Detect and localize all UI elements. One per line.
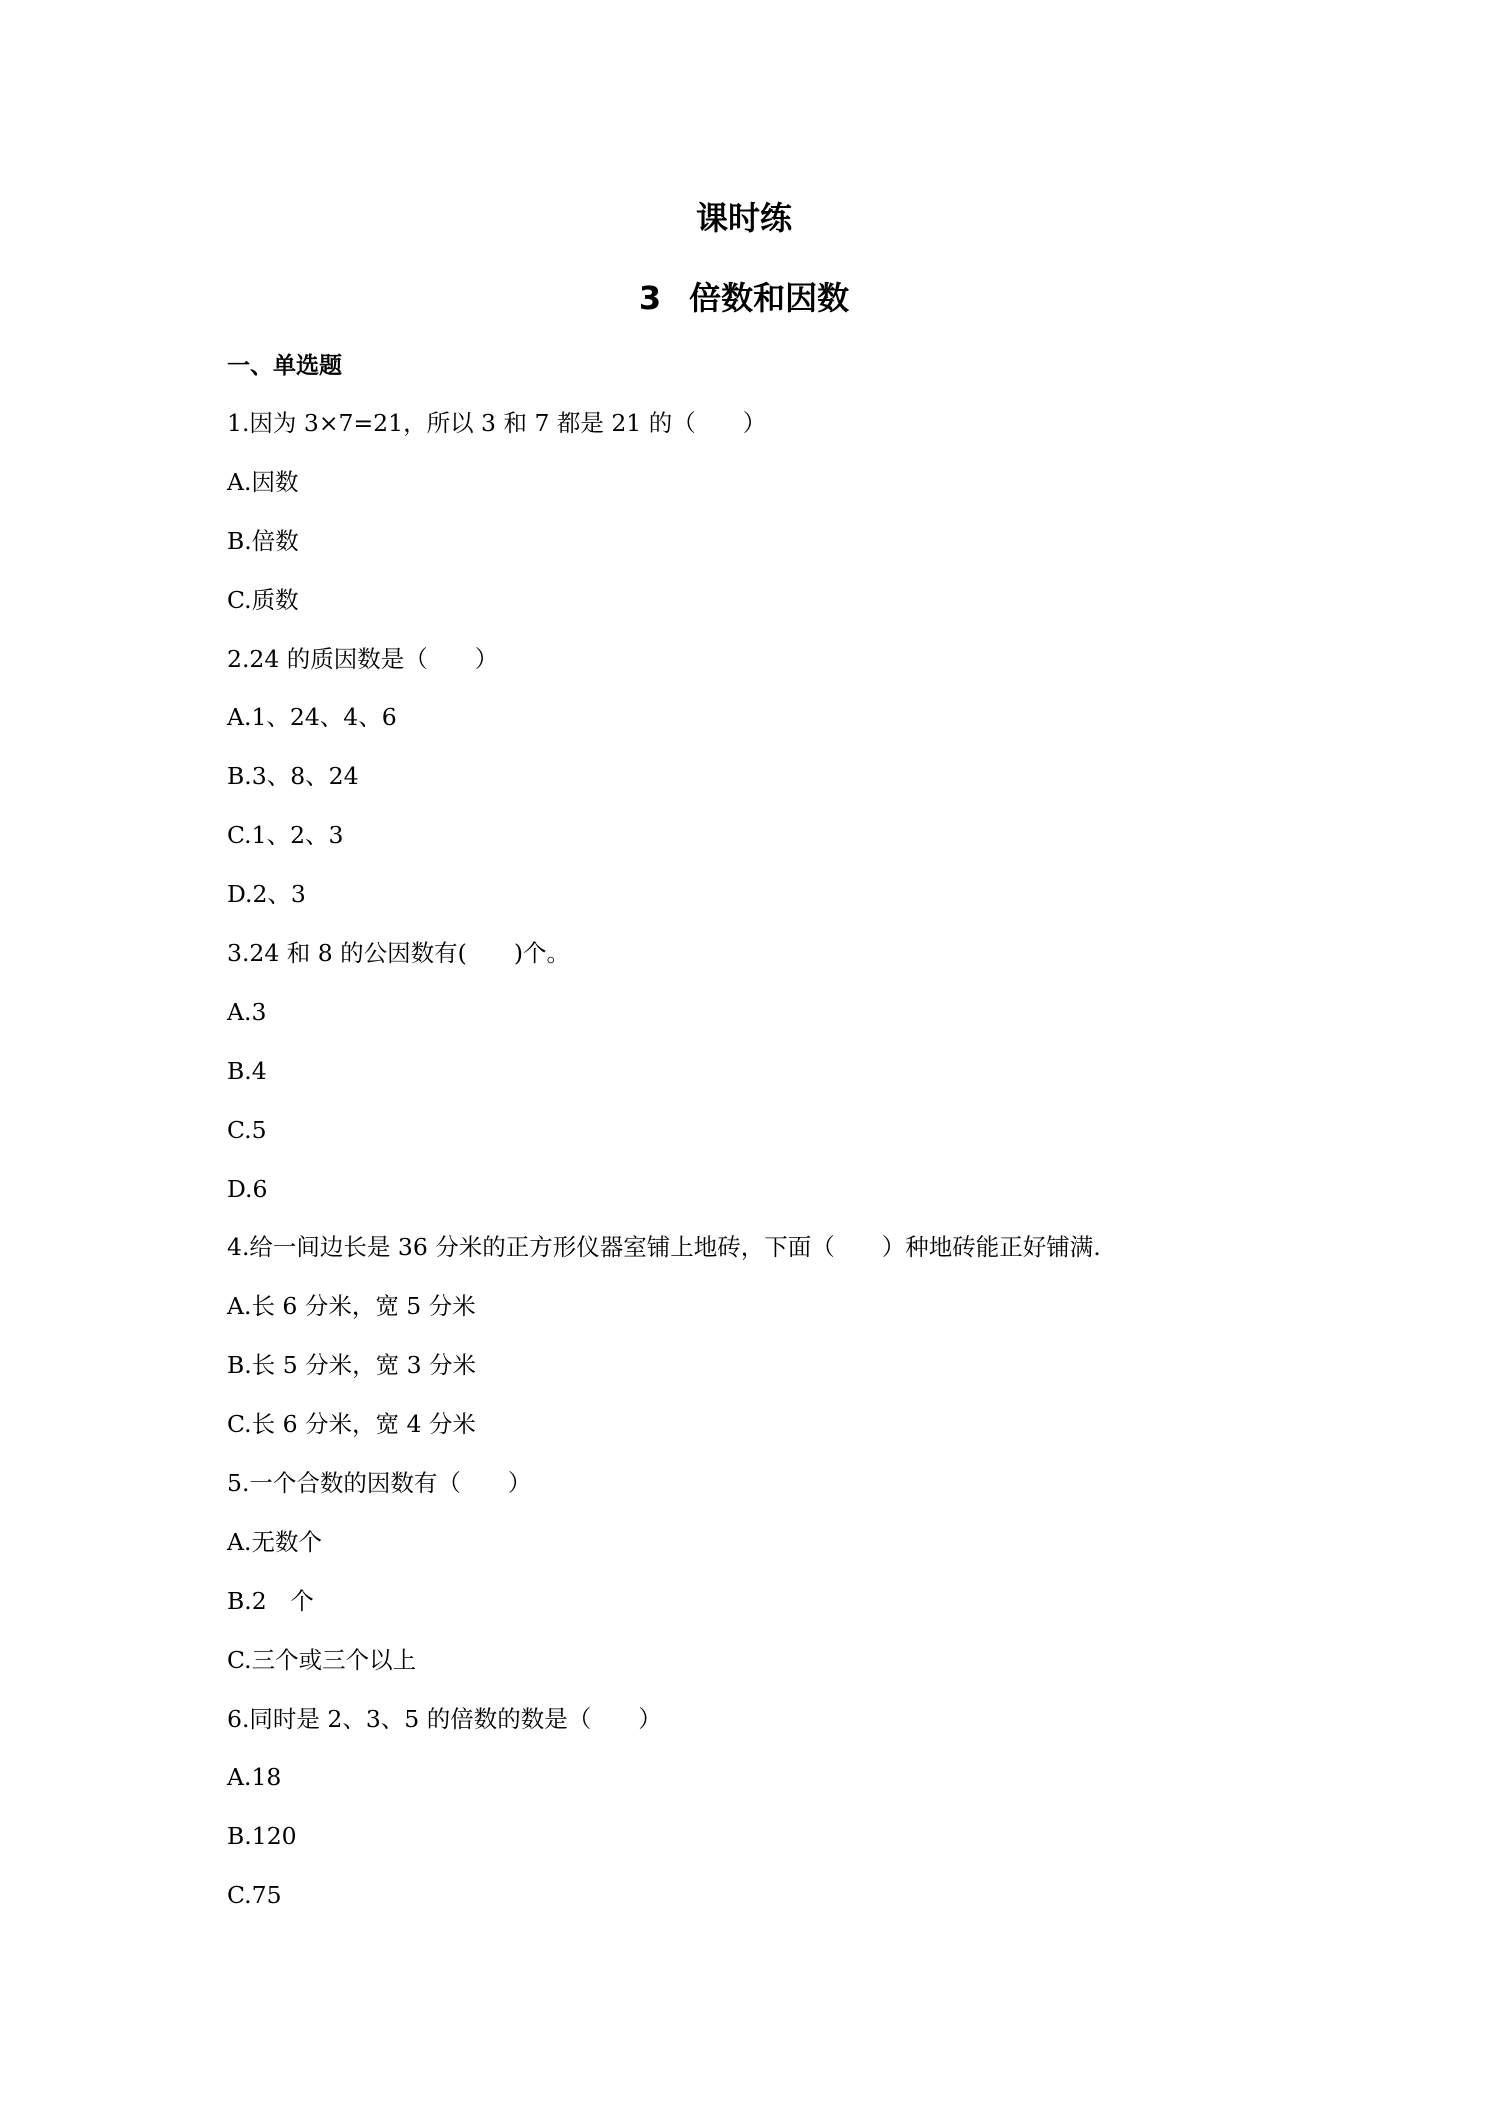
option-line: B.倍数 (227, 526, 299, 555)
option-line: A.1、24、4、6 (227, 703, 397, 732)
lesson-number: 3 (638, 279, 662, 317)
option-line: B.4 (227, 1056, 267, 1085)
option-line: B.3、8、24 (227, 762, 359, 791)
option-line: B.120 (227, 1822, 297, 1851)
option-line: A.18 (227, 1763, 282, 1792)
option-line: A.因数 (227, 467, 299, 496)
option-line: C.长 6 分米，宽 4 分米 (227, 1410, 476, 1439)
lesson-title-text: 倍数和因数 (689, 279, 850, 317)
lesson-title (0, 276, 1488, 320)
option-line: B.2 个 (227, 1586, 314, 1615)
option-line: A.长 6 分米，宽 5 分米 (227, 1292, 476, 1321)
question-list (227, 407, 1327, 1938)
question-line: 6.同时是 2、3、5 的倍数的数是（ ） (227, 1704, 662, 1733)
option-line: B.长 5 分米，宽 3 分米 (227, 1351, 477, 1380)
question-line: 1.因为 3×7=21，所以 3 和 7 都是 21 的（ ） (227, 409, 767, 437)
option-line: D.2、3 (227, 880, 306, 909)
option-line: D.6 (227, 1174, 268, 1203)
option-line: C.质数 (227, 585, 299, 614)
document-title: 课时练 (695, 199, 792, 237)
option-line: C.三个或三个以上 (227, 1645, 417, 1674)
option-line: A.3 (227, 997, 267, 1026)
option-line: C.1、2、3 (227, 821, 344, 850)
section-heading: 一、单选题 (227, 353, 342, 379)
question-line: 4.给一间边长是 36 分米的正方形仪器室铺上地砖，下面（ ）种地砖能正好铺满. (227, 1233, 1101, 1262)
option-line: C.5 (227, 1115, 267, 1144)
question-line: 2.24 的质因数是（ ） (227, 644, 499, 673)
option-line: C.75 (227, 1881, 282, 1910)
option-line: A.无数个 (227, 1527, 322, 1556)
question-line: 3.24 和 8 的公因数有( )个。 (227, 939, 571, 968)
question-line: 5.一个合数的因数有（ ） (227, 1469, 532, 1498)
